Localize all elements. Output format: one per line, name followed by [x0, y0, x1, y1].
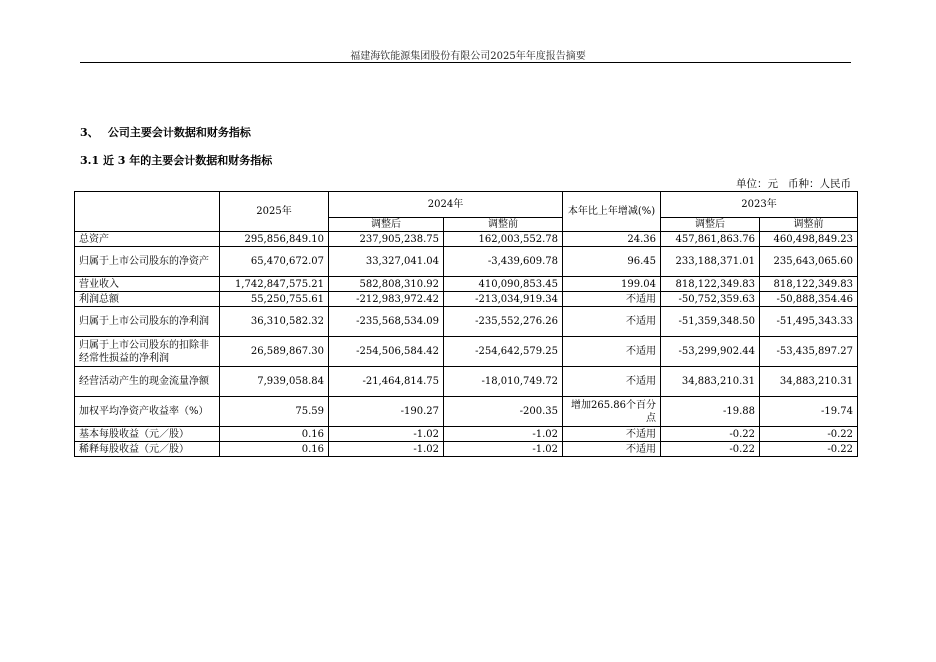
value-2023-adjusted-after: 233,188,371.01: [661, 247, 760, 277]
value-change: 增加265.86个百分点: [563, 397, 661, 427]
page-header-title: 福建海钦能源集团股份有限公司2025年年度报告摘要: [350, 51, 586, 62]
value-2023-adjusted-before: -51,495,343.33: [760, 307, 858, 337]
value-change: 不适用: [563, 292, 661, 307]
value-2024-adjusted-after: 33,327,041.04: [329, 247, 444, 277]
row-label: 总资产: [75, 232, 220, 247]
row-label: 加权平均净资产收益率（%）: [75, 397, 220, 427]
value-2023-adjusted-before: -0.22: [760, 442, 858, 457]
table-row: [75, 307, 858, 337]
value-2025: 7,939,058.84: [220, 367, 329, 397]
value-change: 不适用: [563, 337, 661, 367]
value-2024-adjusted-after: -1.02: [329, 427, 444, 442]
value-2024-adjusted-before: -1.02: [444, 427, 563, 442]
table-row: [75, 232, 858, 247]
value-2024-adjusted-after: -21,464,814.75: [329, 367, 444, 397]
value-2024-adjusted-after: -212,983,972.42: [329, 292, 444, 307]
row-label: 稀释每股收益（元／股）: [75, 442, 220, 457]
value-change: 不适用: [563, 307, 661, 337]
value-2023-adjusted-after: -51,359,348.50: [661, 307, 760, 337]
value-2023-adjusted-after: -0.22: [661, 442, 760, 457]
value-2024-adjusted-after: 237,905,238.75: [329, 232, 444, 247]
value-2024-adjusted-after: -235,568,534.09: [329, 307, 444, 337]
value-2023-adjusted-before: 460,498,849.23: [760, 232, 858, 247]
table-row: [75, 337, 858, 367]
section-number: 3、: [80, 126, 99, 139]
value-change: 不适用: [563, 442, 661, 457]
header-2023-adjusted-after: 调整后: [661, 218, 760, 232]
row-label: 经营活动产生的现金流量净额: [75, 367, 220, 397]
table-row: [75, 292, 858, 307]
value-2023-adjusted-after: -19.88: [661, 397, 760, 427]
value-2023-adjusted-after: 34,883,210.31: [661, 367, 760, 397]
value-2025: 0.16: [220, 442, 329, 457]
header-2024: 2024年: [329, 192, 563, 218]
value-2024-adjusted-after: -254,506,584.42: [329, 337, 444, 367]
value-2023-adjusted-before: -0.22: [760, 427, 858, 442]
value-2024-adjusted-after: 582,808,310.92: [329, 277, 444, 292]
value-2023-adjusted-before: -53,435,897.27: [760, 337, 858, 367]
section-heading: [80, 124, 251, 140]
table-row: [75, 442, 858, 457]
value-2025: 75.59: [220, 397, 329, 427]
value-2023-adjusted-after: -53,299,902.44: [661, 337, 760, 367]
value-2025: 55,250,755.61: [220, 292, 329, 307]
table-header-row: [75, 192, 858, 218]
value-2024-adjusted-before: -18,010,749.72: [444, 367, 563, 397]
value-2024-adjusted-before: 410,090,853.45: [444, 277, 563, 292]
table-row: [75, 427, 858, 442]
header-divider: [80, 62, 851, 63]
value-2024-adjusted-before: -235,552,276.26: [444, 307, 563, 337]
value-2025: 295,856,849.10: [220, 232, 329, 247]
unit-label: 单位：元: [736, 178, 778, 190]
value-2024-adjusted-before: -213,034,919.34: [444, 292, 563, 307]
value-2023-adjusted-after: -0.22: [661, 427, 760, 442]
value-2024-adjusted-after: -1.02: [329, 442, 444, 457]
value-2023-adjusted-before: 818,122,349.83: [760, 277, 858, 292]
value-2024-adjusted-before: 162,003,552.78: [444, 232, 563, 247]
value-2023-adjusted-after: 818,122,349.83: [661, 277, 760, 292]
value-change: 199.04: [563, 277, 661, 292]
value-2025: 65,470,672.07: [220, 247, 329, 277]
header-2023-adjusted-before: 调整前: [760, 218, 858, 232]
row-label: 归属于上市公司股东的扣除非经常性损益的净利润: [75, 337, 220, 367]
row-label: 基本每股收益（元／股）: [75, 427, 220, 442]
header-item-cell: [75, 192, 220, 232]
value-2023-adjusted-before: 235,643,065.60: [760, 247, 858, 277]
table-row: [75, 397, 858, 427]
header-2024-adjusted-after: 调整后: [329, 218, 444, 232]
row-label: 归属于上市公司股东的净资产: [75, 247, 220, 277]
table-row: [75, 277, 858, 292]
value-2024-adjusted-before: -3,439,609.78: [444, 247, 563, 277]
value-2023-adjusted-after: -50,752,359.63: [661, 292, 760, 307]
header-2024-adjusted-before: 调整前: [444, 218, 563, 232]
value-2024-adjusted-after: -190.27: [329, 397, 444, 427]
value-change: 24.36: [563, 232, 661, 247]
value-2024-adjusted-before: -200.35: [444, 397, 563, 427]
value-2023-adjusted-before: -50,888,354.46: [760, 292, 858, 307]
subsection-title: 3.1 近 3 年的主要会计数据和财务指标: [80, 154, 273, 167]
financial-data-table: [74, 191, 858, 457]
value-2025: 26,589,867.30: [220, 337, 329, 367]
value-change: 96.45: [563, 247, 661, 277]
header-2023: 2023年: [661, 192, 858, 218]
value-2024-adjusted-before: -254,642,579.25: [444, 337, 563, 367]
unit-line: [560, 176, 851, 191]
value-change: 不适用: [563, 367, 661, 397]
row-label: 利润总额: [75, 292, 220, 307]
value-change: 不适用: [563, 427, 661, 442]
value-2023-adjusted-after: 457,861,863.76: [661, 232, 760, 247]
value-2025: 36,310,582.32: [220, 307, 329, 337]
value-2023-adjusted-before: 34,883,210.31: [760, 367, 858, 397]
currency-label: 币种：人民币: [788, 178, 851, 190]
row-label: 营业收入: [75, 277, 220, 292]
value-2025: 1,742,847,575.21: [220, 277, 329, 292]
row-label: 归属于上市公司股东的净利润: [75, 307, 220, 337]
table-row: [75, 247, 858, 277]
table-row: [75, 367, 858, 397]
header-change: 本年比上年增减(%): [563, 192, 661, 232]
value-2024-adjusted-before: -1.02: [444, 442, 563, 457]
header-2025: 2025年: [220, 192, 329, 232]
section-title: 公司主要会计数据和财务指标: [107, 126, 251, 139]
value-2023-adjusted-before: -19.74: [760, 397, 858, 427]
value-2025: 0.16: [220, 427, 329, 442]
